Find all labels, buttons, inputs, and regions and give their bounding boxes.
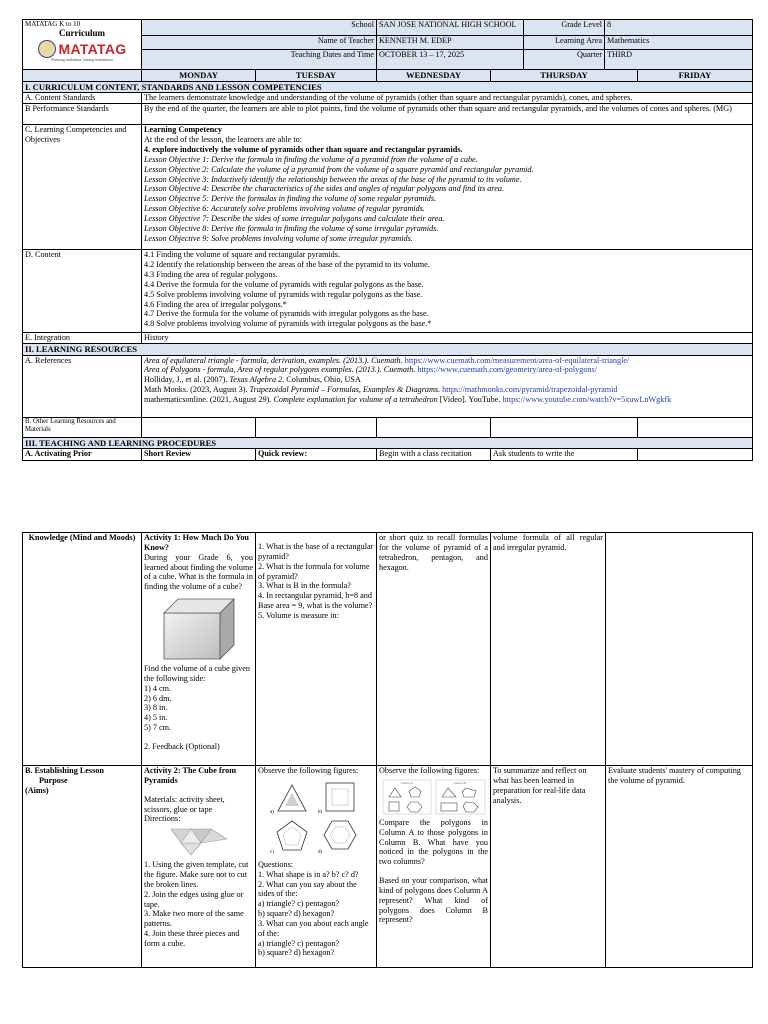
day-tuesday: TUESDAY (256, 70, 377, 82)
day-friday: FRIDAY (638, 70, 753, 82)
establishing-label-line: (Aims) (25, 785, 49, 795)
activity-2-step: 1. Using the given template, cut the figure. Make sure not to cut the broken lines. (144, 860, 249, 889)
lesson-objective: Lesson Objective 5: Derive the formulas in finding the volume of some regular pyramids. (144, 194, 437, 204)
lesson-objective: Lesson Objective 1: Derive the formula in finding the volume of a pyramid from the volume of a cube. (144, 154, 478, 164)
content-item: 4.2 Identify the relationship between the areas of the base of the pyramid to its volume. (144, 260, 430, 270)
lesson-objective: Lesson Objective 3: Inductively identify the relationship between the areas of the base of the pyramid to its volume. (144, 174, 522, 184)
reference-text: Area of Polygons - formula, Area of regular polygons examples. (2013.). Cuemath. (144, 365, 416, 375)
grade-label: Grade Level (524, 20, 605, 36)
logo-curriculum-text: Curriculum (59, 28, 105, 39)
content-item: 4.3 Finding the area of regular polygons. (144, 270, 278, 279)
activity-2-step: 4. Join these three pieces and form a cube. (144, 929, 240, 948)
fri-activating-cell (606, 533, 753, 766)
reference-text: [Video]. YouTube. (439, 395, 501, 404)
figure-label-b: b) (318, 809, 323, 815)
tue-question: a) triangle? c) pentagon? (258, 938, 340, 948)
figure-label-a: a) (270, 809, 274, 815)
area-value: Mathematics (605, 36, 753, 50)
activity-1-title: Activity 1: How Much Do You Know? (144, 533, 249, 552)
performance-standards-text: By the end of the quarter, the learners are able to plot points, find the volume of pyramids other than square and rectangular pyramids, and the volumes of cones and spheres. (MG) (142, 104, 753, 125)
establishing-label-line: B. Establishing Lesson (25, 766, 104, 775)
references-cell (142, 355, 753, 417)
lesson-objective: Lesson Objective 6: Accurately solve problems involving volume of regular pyramids. (144, 204, 425, 214)
quarter-label: Quarter (524, 50, 605, 70)
references-label: A. References (23, 355, 142, 417)
activity-2-materials: Materials: activity sheet, scissors, glue or tape (144, 794, 225, 814)
reference-link[interactable]: https://mathmonks.com/pyramid/trapezoidal-pyramid (442, 385, 618, 395)
activity-1-text: During your Grade 6, you learned about finding the volume of a cube. What is the formula in finding the volume of a cube? (144, 552, 253, 592)
other-resources-tue (256, 417, 377, 437)
content-item: 4.7 Derive the formula for the volume of pyramids with irregular polygons as the base. (144, 309, 429, 319)
activity-1-item: 4) 5 in. (144, 713, 168, 723)
mon-activating-cell (142, 533, 256, 766)
dll-table-top (22, 19, 753, 461)
activity-2-step: 3. Make two more of the same patterns. (144, 909, 244, 929)
lesson-objective: Lesson Objective 7: Describe the sides of some irregular polygons and calculate their area. (144, 213, 445, 223)
logo-small-text: MATATAG K to 10 (25, 20, 81, 28)
column-a-label: Column A (400, 780, 413, 785)
lesson-objective: Lesson Objective 2: Calculate the volume of a pyramid from the volume of a square pyramid and rectangular pyramid. (144, 164, 534, 174)
activity-1-item: 1) 4 cm. (144, 683, 172, 693)
dll-table-bottom (22, 532, 753, 968)
activity-1-find: Find the volume of a cube given the following side: (144, 664, 250, 683)
figure-label-d: d) (318, 849, 323, 855)
other-resources-label: B. Other Learning Resources and Materials (23, 417, 142, 437)
activity-1-item: 5) 7 cm. (144, 723, 172, 733)
other-resources-wed (377, 417, 491, 437)
section-3-title: III. TEACHING AND LEARNING PROCEDURES (23, 437, 753, 448)
d-content-cell (142, 250, 753, 333)
reference-link[interactable]: https://www.cuemath.com/geometry/area-of-polygons/ (417, 365, 597, 375)
quick-review-item: 5. Volume is measure in: (258, 610, 339, 620)
teacher-value: KENNETH M. EDEP (377, 36, 524, 50)
tue-activating-cell (256, 533, 377, 766)
tue-question: 3. What can you about each angle of the: (258, 918, 369, 938)
wed-establishing-cell (377, 766, 491, 968)
activity-1-item: 3) 8 in. (144, 703, 168, 713)
activity-2-directions: Directions: (144, 814, 181, 824)
integration-value: History (142, 333, 753, 344)
other-resources-fri (638, 417, 753, 437)
content-standards-text: The learners demonstrate knowledge and understanding of the volume of pyramids (other than square and rectangular pyramids), cones, and spheres. (142, 93, 753, 104)
observe-figures-text: Observe the following figures: (258, 766, 359, 775)
activity-1-item: 2) 6 dm. (144, 693, 172, 703)
observe-figures-text: Observe the following figures: (379, 766, 480, 775)
activity-1-feedback: 2. Feedback (Optional) (144, 741, 220, 751)
column-b-label: Column B (453, 780, 466, 785)
reference-text: Area of equilateral triangle - formula, derivation, examples. (2013.). Cuemath. (144, 355, 403, 365)
content-item: 4.1 Finding the volume of square and rectangular pyramids. (144, 250, 340, 260)
teacher-label: Name of Teacher (142, 36, 377, 50)
other-resources-mon (142, 417, 256, 437)
pyramid-net-figure (163, 827, 235, 857)
mon-establishing-cell (142, 766, 256, 968)
tue-question: 2. What can you say about the sides of the: (258, 879, 357, 899)
school-label: School (142, 20, 377, 36)
content-item: 4.5 Solve problems involving volume of pyramids with regular polygons as the base. (144, 289, 423, 299)
tue-question: b) square? d) hexagon? (258, 909, 335, 919)
figure-label-c: c) (270, 849, 274, 855)
school-value: SAN JOSE NATIONAL HIGH SCHOOL (377, 20, 524, 36)
integration-label: E. Integration (23, 333, 142, 344)
competencies-label: C. Learning Competencies and Objectives (23, 125, 142, 250)
logo-word: MATATAG (58, 40, 127, 57)
reference-title: Texas Algebra 2. (229, 375, 285, 385)
reference-text: Columbus, Ohio, USA (286, 375, 361, 385)
reference-link[interactable]: https://www.cuemath.com/measurement/area-of-equilateral-triangle/ (404, 355, 630, 365)
competency-intro: At the end of the lesson, the learners are able to: (144, 135, 303, 145)
day-wednesday: WEDNESDAY (377, 70, 491, 82)
other-resources-thu (491, 417, 638, 437)
dates-value: OCTOBER 13 – 17, 2025 (377, 50, 524, 70)
thu-activating-cell: volume formula of all regular and irregular pyramid. (491, 533, 606, 766)
reference-text: mathematicsonline. (2021, August 29). (144, 395, 272, 404)
cube-figure (158, 595, 240, 661)
fri-activating-top (638, 448, 753, 460)
deped-seal-icon (38, 40, 56, 58)
matatag-logo (23, 20, 142, 70)
thu-establishing-cell: To summarize and reflect on what has been learned in preparation for real-life data analysis. (491, 766, 606, 968)
day-monday: MONDAY (142, 70, 256, 82)
logo-tagline: Bansang makabata, batang makabansa (51, 57, 113, 63)
grade-value: 8 (605, 20, 753, 36)
reference-title: Complete explanation for volume of a tetrahedron (273, 395, 438, 404)
competency-main: 4. explore inductively the volume of pyramids other than square and rectangular pyramids. (144, 145, 463, 154)
competencies-cell (142, 125, 753, 250)
tue-question: b) square? d) hexagon? (258, 948, 335, 958)
quarter-value: THIRD (605, 50, 753, 70)
quick-review-item: 2. What is the formula for volume of pyramid? (258, 561, 370, 581)
tue-question: a) triangle? c) pentagon? (258, 899, 340, 909)
lesson-objective: Lesson Objective 4: Describe the characteristics of the sides and angles of regular polygons and find its area. (144, 184, 505, 194)
content-item: 4.8 Solve problems involving volume of pyramids with irregular polygons as the base.* (144, 319, 432, 329)
content-standards-label: A. Content Standards (23, 93, 142, 104)
day-thursday: THURSDAY (491, 70, 638, 82)
competency-heading: Learning Competency (144, 125, 223, 135)
mon-short-review: Short Review (142, 448, 256, 460)
activating-prior-label-cont: Knowledge (Mind and Moods) (23, 533, 142, 766)
lesson-objective: Lesson Objective 9: Solve problems involving volume of some irregular pyramids. (144, 233, 413, 243)
wed-recitation: Begin with a class recitation (377, 448, 491, 460)
regular-polygons-figure (268, 779, 364, 857)
wed-based-text: Based on your comparison, what kind of polygons does Column A represent? What kind of polygons does Column B represent? (379, 876, 488, 925)
wed-activating-cell: or short quiz to recall formulas for the volume of pyramid of a tetrahedron, pentagon, and hexagon. (377, 533, 491, 766)
tue-question: 1. What shape is in a? b? c? d? (258, 869, 359, 879)
wed-compare-text: Compare the polygons in Column A to those polygons in Column B. What have you noticed in the polygons in the two columns? (379, 817, 488, 867)
thu-ask-students: Ask students to write the (491, 448, 638, 460)
performance-standards-label: B Performance Standards (23, 104, 142, 125)
section-2-title: II. LEARNING RESOURCES (23, 344, 753, 355)
activity-2-step: 2. Join the edges using glue or tape. (144, 889, 244, 909)
quick-review-item: 3. What is B in the formula? (258, 581, 351, 591)
reference-link[interactable]: https://www.youtube.com/watch?v=5xuwLnWgkfk (502, 395, 672, 404)
polygon-columns-figure (382, 779, 486, 815)
activating-prior-label: A. Activating Prior (23, 448, 142, 460)
content-item: 4.4 Derive the formula for the volume of pyramids with regular polygons as the base. (144, 279, 424, 289)
dates-label: Teaching Dates and Time (142, 50, 377, 70)
tue-establishing-cell (256, 766, 377, 968)
tue-quick-review: Quick review: (256, 448, 377, 460)
reference-text: Holliday, J., et al. (2007). (144, 375, 228, 385)
tue-question: Questions: (258, 859, 294, 869)
activity-2-title: Activity 2: The Cube from Pyramids (144, 766, 237, 785)
establishing-purpose-label (23, 766, 142, 968)
reference-text: Math Monks. (2023, August 3). (144, 385, 248, 395)
d-content-label: D. Content (23, 250, 142, 333)
lesson-objective: Lesson Objective 8: Derive the formula in finding the volume of some irregular pyramids. (144, 223, 439, 233)
quick-review-item: 1. What is the base of a rectangular pyramid? (258, 542, 374, 561)
fri-establishing-cell: Evaluate students' mastery of computing the volume of pyramid. (606, 766, 753, 968)
establishing-label-line: Purpose (39, 775, 68, 785)
reference-title: Trapezoidal Pyramid – Formulas, Examples & Diagrams. (249, 385, 441, 395)
area-label: Learning Area (524, 36, 605, 50)
section-1-title: I. CURRICULUM CONTENT, STANDARDS AND LESSON COMPETENCIES (23, 82, 753, 93)
quick-review-item: 4. In rectangular pyramid, h=8 and Base area = 9, what is the volume? (258, 591, 373, 611)
content-item: 4.6 Finding the area of irregular polygons.* (144, 299, 287, 309)
day-header-blank (23, 70, 142, 82)
